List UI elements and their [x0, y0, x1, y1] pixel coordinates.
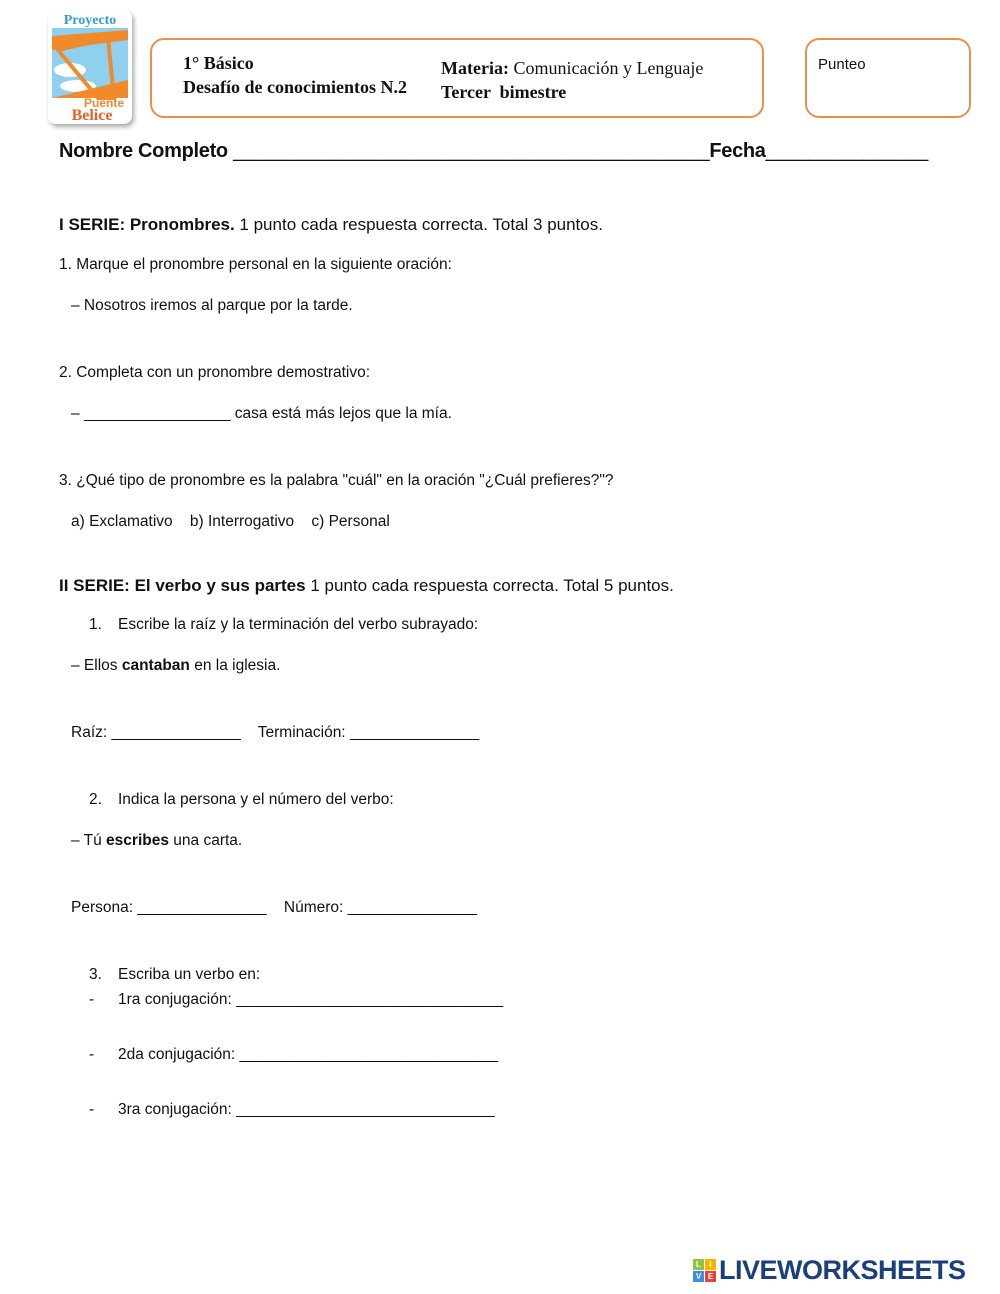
raiz-row: [71, 724, 479, 742]
conj-row-3: [89, 1101, 495, 1119]
conj-3-field[interactable]: ______________________________: [236, 1101, 495, 1118]
name-row: [59, 140, 928, 163]
brand-text: LIVEWORKSHEETS: [719, 1255, 966, 1285]
question-2: 2. Completa con un pronombre demostrativo:: [59, 364, 371, 381]
num: 3.: [89, 966, 102, 983]
serie1-desc: 1 punto cada respuesta correcta. Total 3 puntos.: [234, 215, 603, 234]
pre: – Ellos: [71, 657, 122, 674]
q1-sentence[interactable]: – Nosotros iremos al parque por la tarde.: [71, 297, 353, 314]
post: en la iglesia.: [189, 657, 281, 674]
exam-title: Desafío de conocimientos N.2: [183, 77, 407, 97]
subject-line: [441, 58, 703, 79]
name-field[interactable]: ____________________________________________: [233, 140, 710, 162]
dash: –: [71, 405, 84, 422]
termination-label: Terminación:: [257, 724, 350, 741]
badge-i: I: [705, 1259, 716, 1270]
conj-row-2: [89, 1046, 499, 1064]
grade-label: 1° Básico: [183, 53, 254, 73]
conj-2-field[interactable]: ______________________________: [239, 1046, 499, 1063]
conj-1-field[interactable]: _______________________________: [236, 991, 504, 1008]
option-c[interactable]: c) Personal: [311, 513, 390, 530]
conj-line: [118, 991, 503, 1009]
q2-answer-field[interactable]: _________________: [83, 405, 231, 422]
s2-question-3: [89, 966, 261, 984]
q-text: Escriba un verbo en:: [118, 966, 261, 983]
serie1-heading: [59, 215, 603, 235]
conj-label: 1ra conjugación:: [118, 991, 237, 1008]
s2-q2-sentence: [71, 832, 242, 850]
num: 1.: [89, 616, 102, 633]
persona-row: [71, 899, 477, 917]
conj-label: 3ra conjugación:: [118, 1101, 237, 1118]
numero-field[interactable]: _______________: [347, 899, 477, 916]
dash: -: [89, 991, 95, 1008]
serie2-heading: [59, 576, 674, 596]
q-text: Escribe la raíz y la terminación del verbo subrayado:: [118, 616, 479, 633]
serie2-desc: 1 punto cada respuesta correcta. Total 5 puntos.: [305, 576, 674, 595]
termination-field[interactable]: _______________: [349, 724, 480, 741]
score-label: Punteo: [818, 56, 866, 73]
option-a[interactable]: a) Exclamativo: [71, 513, 173, 530]
name-label: Nombre Completo: [59, 140, 228, 162]
dash: -: [89, 1046, 95, 1063]
subject-value: Comunicación y Lenguaje: [513, 58, 704, 78]
conj-row-1: [89, 991, 504, 1009]
question-1: 1. Marque el pronombre personal en la siguiente oración:: [59, 256, 452, 273]
date-label: Fecha: [709, 140, 766, 162]
svg-text:Belice: Belice: [71, 107, 113, 124]
pre: – Tú: [71, 832, 107, 849]
raiz-label: Raíz:: [71, 724, 112, 741]
q2-sentence: [71, 405, 452, 423]
persona-field[interactable]: _______________: [137, 899, 267, 916]
dash: -: [89, 1101, 95, 1118]
score-box[interactable]: [805, 38, 971, 118]
conj-line: [118, 1101, 495, 1119]
raiz-field[interactable]: _______________: [111, 724, 241, 741]
verb: cantaban: [121, 657, 190, 674]
conj-line: [118, 1046, 498, 1064]
badge-e: E: [705, 1271, 716, 1282]
svg-text:Puente: Puente: [83, 96, 125, 110]
live-badge-icon: [693, 1259, 716, 1282]
post: una carta.: [168, 832, 243, 849]
verb: escribes: [106, 832, 169, 849]
numero-label: Número:: [283, 899, 348, 916]
option-b[interactable]: b) Interrogativo: [189, 513, 295, 530]
num: 2.: [89, 791, 102, 808]
liveworksheets-logo: [693, 1255, 966, 1286]
term-label: Tercer bimestre: [441, 82, 567, 102]
q2-rest: casa está más lejos que la mía.: [230, 405, 452, 422]
s2-question-2: [89, 791, 394, 809]
conj-label: 2da conjugación:: [118, 1046, 240, 1063]
serie2-title: II SERIE: El verbo y sus partes: [59, 576, 306, 595]
persona-label: Persona:: [71, 899, 138, 916]
s2-q1-sentence: [71, 657, 280, 675]
date-field[interactable]: _______________: [765, 140, 928, 162]
q-text: Indica la persona y el número del verbo:: [118, 791, 394, 808]
serie1-title: I SERIE: Pronombres.: [59, 215, 235, 234]
question-3: 3. ¿Qué tipo de pronombre es la palabra "cuál" en la oración "¿Cuál prefieres?"?: [59, 472, 614, 489]
badge-l: L: [693, 1259, 704, 1270]
badge-v: V: [693, 1271, 704, 1282]
subject-label: Materia:: [441, 58, 509, 78]
svg-text:Proyecto: Proyecto: [63, 13, 117, 28]
proyecto-puente-belice-logo: [48, 10, 132, 124]
s2-question-1: [89, 616, 479, 634]
q3-options: [71, 513, 390, 531]
